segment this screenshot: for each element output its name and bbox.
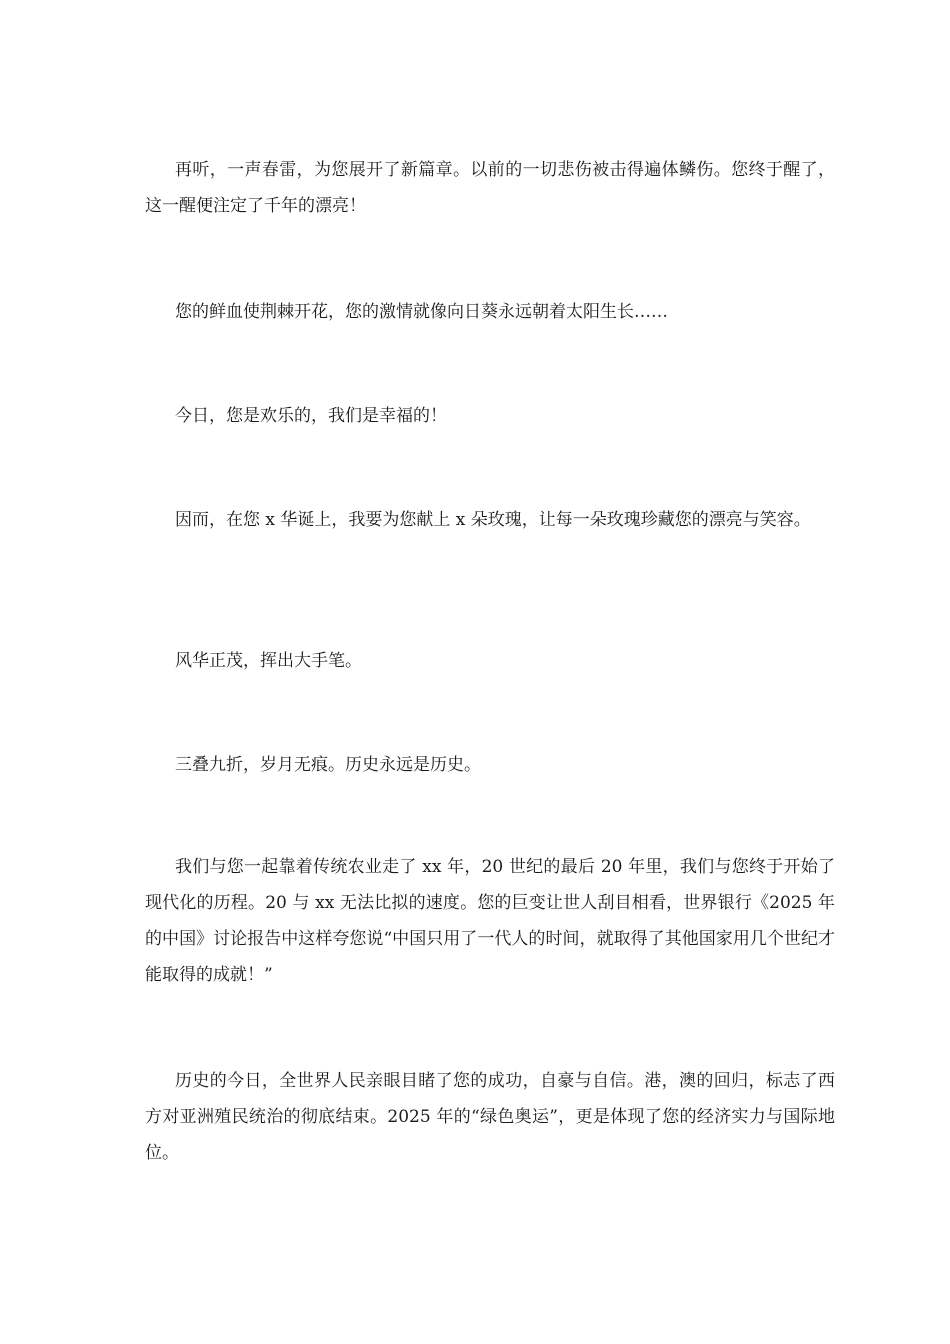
- paragraph: 再听，一声春雷，为您展开了新篇章。以前的一切悲伤被击得遍体鳞伤。您终于醒了，这一醒便注定了千年的漂亮！: [145, 160, 835, 216]
- paragraph: 今日，您是欢乐的，我们是幸福的！: [175, 406, 447, 426]
- paragraph: 因而，在您 x 华诞上，我要为您献上 x 朵玫瑰，让每一朵玫瑰珍藏您的漂亮与笑容。: [175, 510, 811, 530]
- paragraph: 历史的今日，全世界人民亲眼目睹了您的成功，自豪与自信。港，澳的回归，标志了西方对亚洲殖民统治的彻底结束。2025 年的“绿色奥运”，更是体现了您的经济实力与国际地位。: [145, 1071, 835, 1163]
- paragraph: 三叠九折，岁月无痕。历史永远是历史。: [175, 755, 481, 775]
- paragraph: 风华正茂，挥出大手笔。: [175, 651, 362, 671]
- paragraph: 我们与您一起靠着传统农业走了 xx 年，20 世纪的最后 20 年里，我们与您终于开始了现代化的历程。20 与 xx 无法比拟的速度。您的巨变让世人刮目相看，世界银行《2025 年的中国》讨论报告中这样夸您说“中国只用了一代人的时间，就取得了其他国家用几个世纪才能取得的成就！”: [145, 857, 835, 985]
- paragraph: 您的鲜血使荆棘开花，您的激情就像向日葵永远朝着太阳生长……: [175, 302, 668, 322]
